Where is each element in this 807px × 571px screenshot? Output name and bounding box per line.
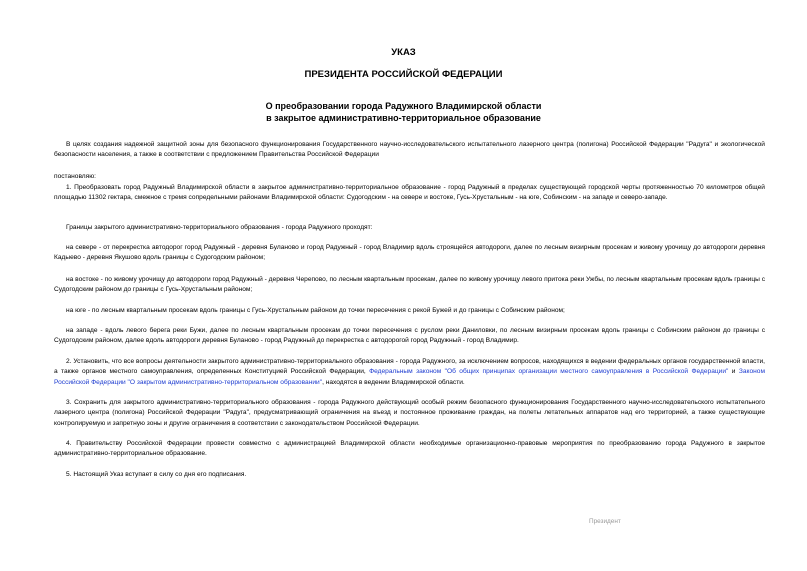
paragraph-1: 1. Преобразовать город Радужный Владимирской области в закрытое административно-территориальное образование - город Радужный в пределах существующей городской черты протяженностью 70 километров общей площадью 11302 гектара, смежное с тремя сопредельными районами Владимирской области: Судогодским - на севере и востоке, Гусь-Хрустальным - на юге, Собинским - на западе и северо-западе. <box>54 184 765 202</box>
paragraph-5: 5. Настоящий Указ вступает в силу со дня его подписания. <box>66 471 247 478</box>
preamble-paragraph: В целях создания надежной защитной зоны для безопасного функционирования Государственного научно-исследовательского испытательного лазерного центра (полигона) Российской Федерации "Радуга" и экологической безопасности населения, а также в соответствии с предложением Правительства Российской Федерации <box>54 141 765 159</box>
zato-law-link[interactable]: Законом Российской Федерации "О закрытом административно-территориальном образовании" <box>54 368 765 386</box>
p2-text-after: , находятся в ведении Владимирской области. <box>322 378 465 386</box>
p2-text-before: 2. Установить, что все вопросы деятельности закрытого административно-территориального образования - города Радужного, за исключением вопросов, находящихся в ведении федеральных органов государственной власти, а также органов местного самоуправления, определенных Конституцией Российской Федерации, <box>54 358 765 376</box>
issuer-title: ПРЕЗИДЕНТА РОССИЙСКОЙ ФЕДЕРАЦИИ <box>304 69 503 80</box>
decree-title: УКАЗ <box>391 47 416 58</box>
decree-subject <box>0 100 807 124</box>
boundary-east: на востоке - по живому урочищу до автодороги город Радужный - деревня Черепово, по лесным квартальным просекам, далее по живому урочищу левого притока реки Ужбы, по лесным квартальным просекам вдоль границы с Судогодским районом до границы с Гусь-Хрустальным районом; <box>54 276 765 294</box>
subject-line-2: в закрытое административно-территориальное образование <box>266 113 541 123</box>
subject-line-1: О преобразовании города Радужного Владимирской области <box>265 101 542 111</box>
signature-label: Президент <box>589 518 621 525</box>
federal-law-link[interactable]: Федеральным законом "Об общих принципах организации местного самоуправления в Российской Федерации" <box>369 368 729 376</box>
boundaries-intro: Границы закрытого административно-территориального образования - города Радужного проходят: <box>66 224 373 231</box>
boundary-north: на севере - от перекрестка автодорог город Радужный - деревня Буланово и город Радужный - город Владимир вдоль строящейся автодороги, далее по лесным визирным просекам и живому урочищу до автодороги деревня Кадыево - деревня Якушово вдоль границы с Судогодским районом; <box>54 244 765 262</box>
boundary-south: на юге - по лесным квартальным просекам вдоль границы с Гусь-Хрустальным районом до точки пересечения с рекой Бужей и до границы с Собинским районом; <box>66 307 565 314</box>
paragraph-4: 4. Правительству Российской Федерации провести совместно с администрацией Владимирской области необходимые организационно-правовые мероприятия по преобразованию города Радужного в закрытое административно-территориальное образование. <box>54 440 765 458</box>
resolve-line: постановляю: <box>54 173 97 180</box>
paragraph-2 <box>54 357 765 388</box>
p2-text-mid: и <box>728 368 739 376</box>
boundary-west: на западе - вдоль левого берега реки Бужи, далее по лесным квартальным просекам до точки пересечения с руслом реки Даниловки, по лесным визирным просекам вдоль границы с Собинским районом до границы с Судогодским районом, далее вдоль автодороги деревня Буланово - город Радужный до перекрестка с автодорогой город Радужный - город Владимир. <box>54 327 765 345</box>
paragraph-3: 3. Сохранить для закрытого административно-территориального образования - города Радужного действующий особый режим безопасного функционирования Государственного научно-исследовательского испытательного лазерного центра (полигона) Российской Федерации "Радуга", предусматривающий ограничения на въезд и постоянное проживание граждан, на полеты летательных аппаратов над его территорией, а также существующие контролируемую и запретную зоны и другие ограничения в соответствии с законодательством Российской Федерации. <box>54 399 765 427</box>
